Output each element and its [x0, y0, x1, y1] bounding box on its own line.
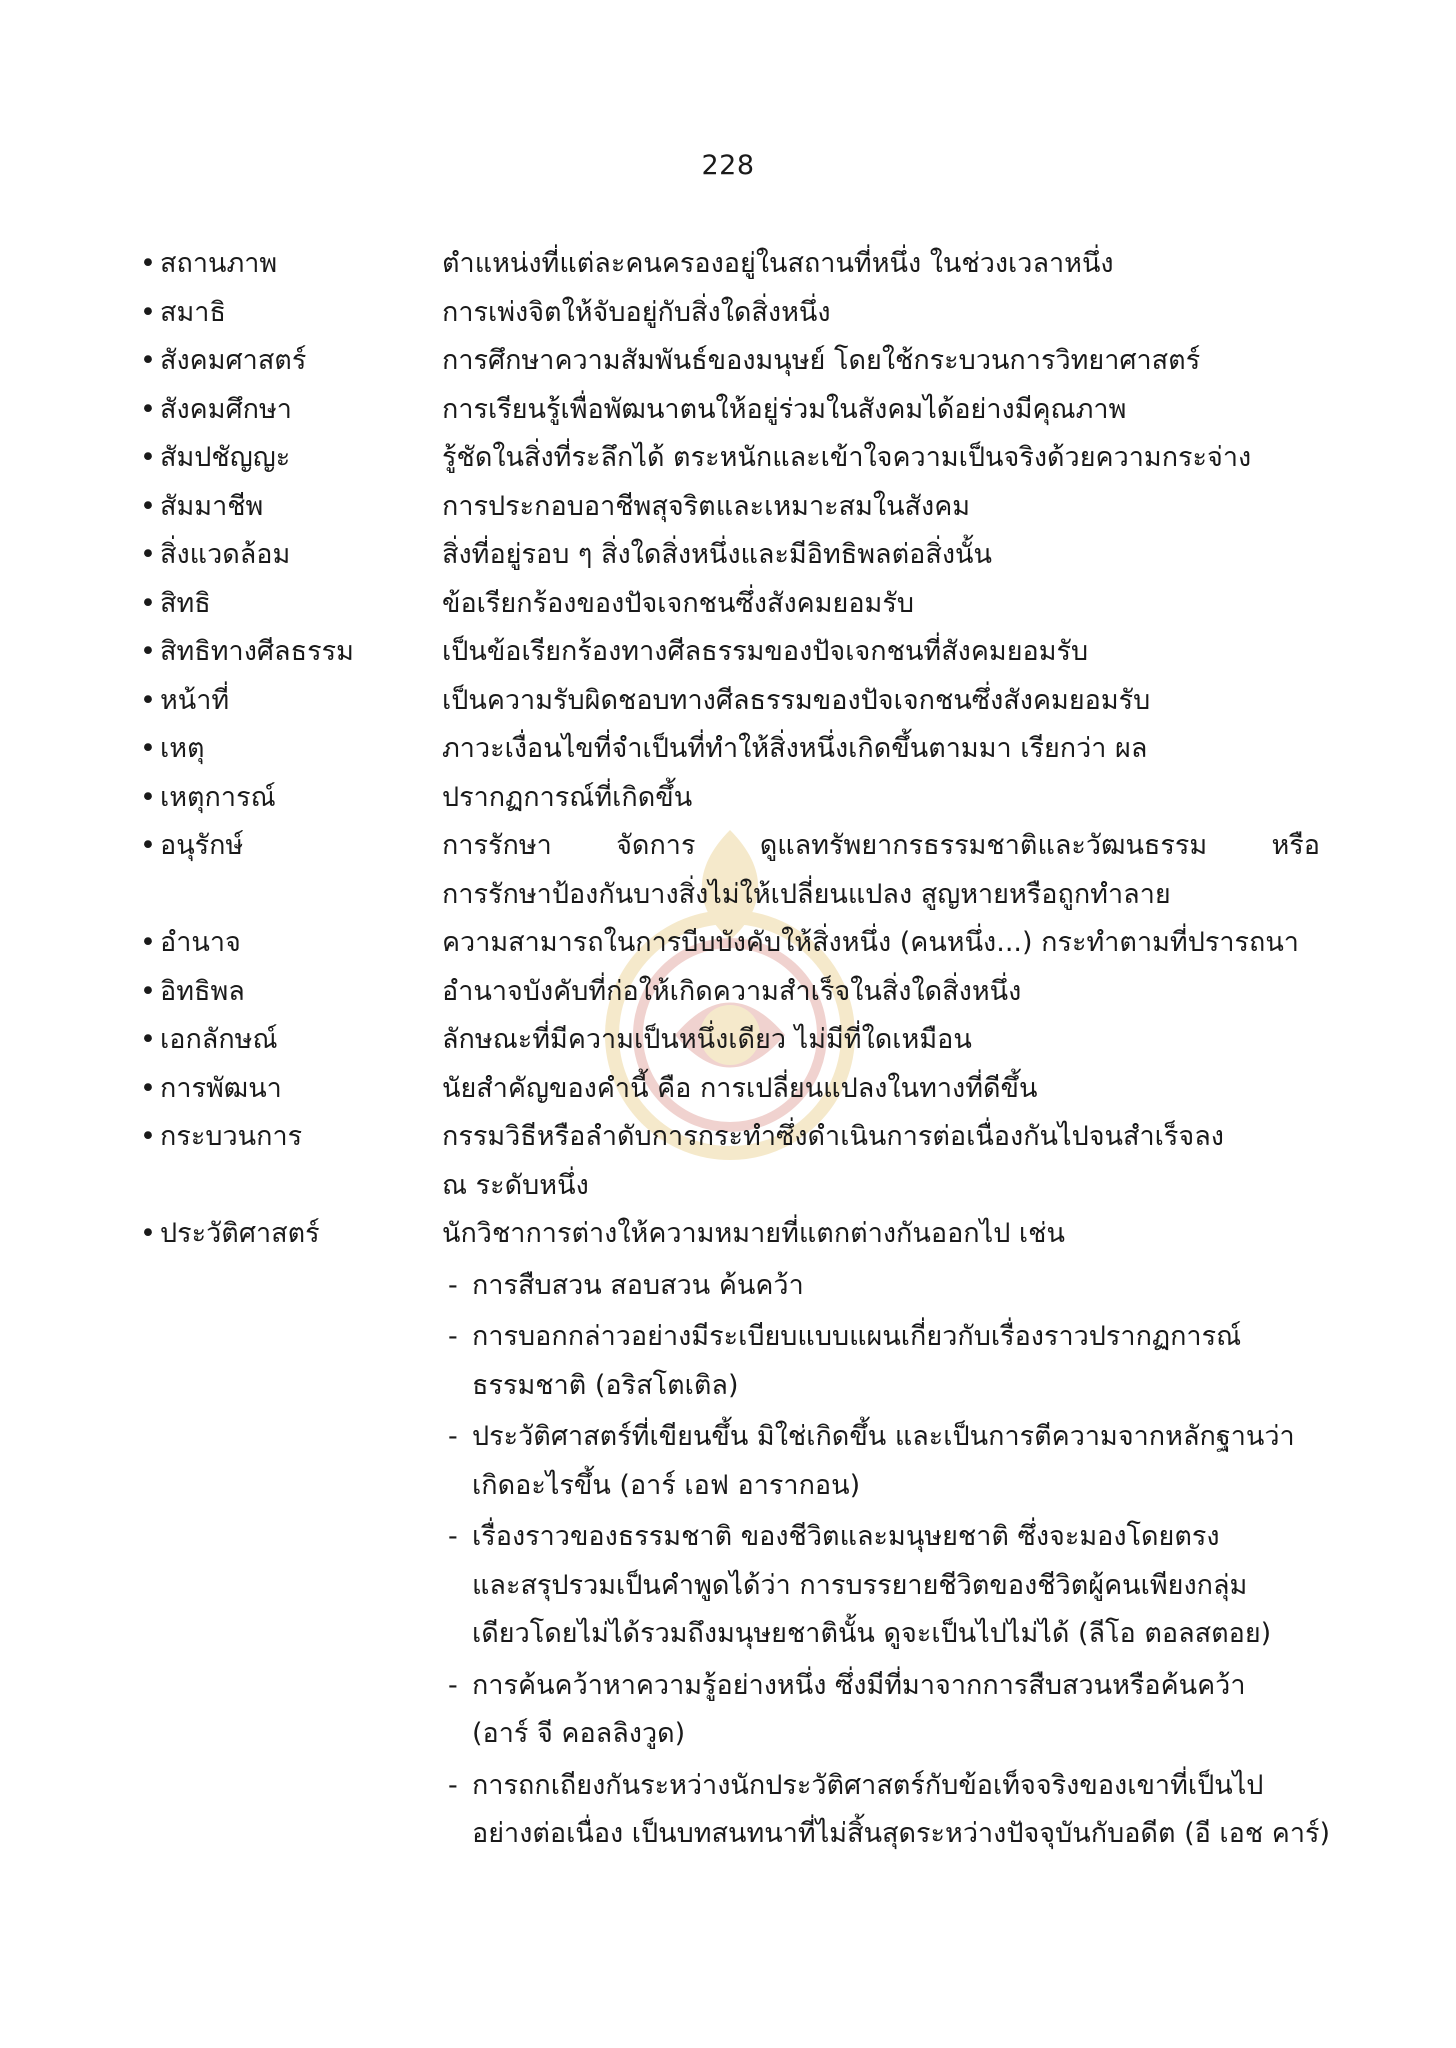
bullet-icon: •: [140, 636, 156, 667]
definition-line: การเพ่งจิตให้จับอยู่กับสิ่งใดสิ่งหนึ่ง: [442, 296, 831, 328]
glossary-term: [140, 386, 442, 435]
sub-definition-item: [442, 1513, 1330, 1659]
glossary-entry: [140, 1065, 1320, 1114]
definition-line: ความสามารถในการบีบบังคับให้สิ่งหนึ่ง (คนหนึ่ง...) กระทำตามที่ปรารถนา: [442, 927, 1299, 958]
glossary-entry: [140, 774, 1320, 823]
sub-definition-line: การบอกกล่าวอย่างมีระเบียบแบบแผนเกี่ยวกับเรื่องราวปรากฏการณ์: [472, 1321, 1242, 1352]
glossary-term: [140, 1065, 442, 1114]
sub-definition-line: เรื่องราวของธรรมชาติ ของชีวิตและมนุษยชาติ ซึ่งจะมองโดยตรง: [472, 1521, 1220, 1552]
sub-definition-item: [442, 1762, 1330, 1859]
sub-definition-text: [472, 1662, 1330, 1759]
glossary-entry: [140, 628, 1320, 677]
term-text: เหตุ: [160, 733, 205, 764]
glossary-term: [140, 628, 442, 677]
term-text: สังคมศึกษา: [160, 393, 292, 425]
sub-definition-line: การสืบสวน สอบสวน ค้นคว้า: [472, 1269, 804, 1301]
bullet-icon: •: [140, 442, 156, 473]
term-text: อิทธิพล: [160, 975, 245, 1007]
history-definitions-list: [442, 1262, 1330, 1859]
glossary-definition: [442, 434, 1320, 483]
definition-line: สิ่งที่อยู่รอบ ๆ สิ่งใดสิ่งหนึ่งและมีอิทธิพลต่อสิ่งนั้น: [442, 539, 992, 570]
glossary-term: [140, 531, 442, 580]
term-text: สิทธิ: [160, 587, 211, 619]
glossary-term: [140, 1016, 442, 1065]
definition-line: กรรมวิธีหรือลำดับการกระทำซึ่งดำเนินการต่อเนื่องกันไปจนสำเร็จลง: [442, 1121, 1224, 1152]
sub-definition-line: (อาร์ จี คอลลิงวูด): [472, 1718, 686, 1749]
glossary-definition: [442, 968, 1320, 1017]
definition-line: เป็นความรับผิดชอบทางศีลธรรมของปัจเจกชนซึ่งสังคมยอมรับ: [442, 684, 1151, 716]
bullet-icon: •: [140, 296, 156, 328]
definition-line: การรักษา จัดการ ดูแลทรัพยากรธรรมชาติและวัฒนธรรม หรือ: [442, 830, 1320, 861]
sub-definition-text: [472, 1262, 1330, 1311]
sub-definition-line: การค้นคว้าหาความรู้อย่างหนึ่ง ซึ่งมีที่มาจากการสืบสวนหรือค้นคว้า: [472, 1669, 1246, 1701]
glossary-entry: [140, 677, 1320, 726]
glossary-definition: [442, 386, 1320, 435]
sub-definition-item: [442, 1262, 1330, 1311]
glossary-entry: [140, 1113, 1320, 1210]
glossary-entry: [140, 1210, 1331, 1859]
glossary-definition: [442, 580, 1320, 629]
term-text: สัมปชัญญะ: [160, 442, 291, 473]
definition-line: ลักษณะที่มีความเป็นหนึ่งเดียว ไม่มีที่ใดเหมือน: [442, 1024, 972, 1055]
glossary-term: [140, 1113, 442, 1210]
dash-icon: -: [448, 1421, 458, 1452]
sub-definition-line: เกิดอะไรขึ้น (อาร์ เอฟ อารากอน): [472, 1469, 861, 1501]
definition-line: ปรากฏการณ์ที่เกิดขึ้น: [442, 781, 693, 813]
definition-line: อำนาจบังคับที่ก่อให้เกิดความสำเร็จในสิ่งใดสิ่งหนึ่ง: [442, 975, 1022, 1007]
sub-definition-line: ประวัติศาสตร์ที่เขียนขึ้น มิใช่เกิดขึ้น และเป็นการตีความจากหลักฐานว่า: [472, 1421, 1295, 1452]
glossary-entry: [140, 337, 1320, 386]
term-text: อนุรักษ์: [160, 830, 244, 861]
glossary-term: [140, 1210, 442, 1859]
sub-definition-text: [472, 1413, 1330, 1510]
glossary-definition: [442, 822, 1320, 919]
term-text: การพัฒนา: [160, 1072, 282, 1104]
glossary-definition: [442, 531, 1320, 580]
bullet-icon: •: [140, 393, 156, 425]
glossary-term: [140, 968, 442, 1017]
bullet-icon: •: [140, 733, 156, 764]
sub-definition-item: [442, 1313, 1330, 1410]
glossary-entry: [140, 919, 1320, 968]
definition-line: การเรียนรู้เพื่อพัฒนาตนให้อยู่ร่วมในสังคมได้อย่างมีคุณภาพ: [442, 393, 1127, 425]
glossary-entry: [140, 483, 1320, 532]
glossary-definition: [442, 628, 1320, 677]
dash-icon: -: [448, 1321, 458, 1352]
bullet-icon: •: [140, 248, 156, 279]
sub-definition-item: [442, 1662, 1330, 1759]
term-text: อำนาจ: [160, 927, 241, 958]
sub-definition-line: เดียวโดยไม่ได้รวมถึงมนุษยชาตินั้น ดูจะเป็นไปไม่ได้ (ลีโอ ตอลสตอย): [472, 1618, 1272, 1649]
bullet-icon: •: [140, 830, 156, 861]
bullet-icon: •: [140, 587, 156, 619]
sub-definition-text: [472, 1513, 1330, 1659]
term-text: สถานภาพ: [160, 248, 278, 279]
definition-line: นักวิชาการต่างให้ความหมายที่แตกต่างกันออกไป เช่น: [442, 1218, 1065, 1249]
glossary-definition: [442, 483, 1320, 532]
glossary-entry: [140, 822, 1320, 919]
dash-icon: -: [448, 1269, 458, 1301]
definition-line: ณ ระดับหนึ่ง: [442, 1169, 589, 1201]
glossary-list: [140, 240, 1331, 1859]
definition-line: ตำแหน่งที่แต่ละคนครองอยู่ในสถานที่หนึ่ง ในช่วงเวลาหนึ่ง: [442, 248, 1114, 279]
bullet-icon: •: [140, 975, 156, 1007]
sub-definition-line: การถกเถียงกันระหว่างนักประวัติศาสตร์กับข้อเท็จจริงของเขาที่เป็นไป: [472, 1769, 1264, 1801]
term-text: สิ่งแวดล้อม: [160, 539, 291, 570]
term-text: เหตุการณ์: [160, 781, 276, 813]
bullet-icon: •: [140, 684, 156, 716]
glossary-entry: [140, 289, 1320, 338]
glossary-entry: [140, 725, 1320, 774]
glossary-definition: [442, 677, 1320, 726]
term-text: กระบวนการ: [160, 1121, 303, 1152]
bullet-icon: •: [140, 1072, 156, 1104]
sub-definition-line: และสรุปรวมเป็นคำพูดได้ว่า การบรรยายชีวิตของชีวิตผู้คนเพียงกลุ่ม: [472, 1569, 1248, 1601]
bullet-icon: •: [140, 345, 156, 376]
term-text: สมาธิ: [160, 296, 226, 328]
glossary-definition: [442, 1016, 1320, 1065]
sub-definition-item: [442, 1413, 1330, 1510]
definition-line: รู้ชัดในสิ่งที่ระลึกได้ ตระหนักและเข้าใจความเป็นจริงด้วยความกระจ่าง: [442, 442, 1252, 473]
term-text: เอกลักษณ์: [160, 1024, 278, 1055]
definition-line: นัยสำคัญของคำนี้ คือ การเปลี่ยนแปลงในทางที่ดีขึ้น: [442, 1072, 1038, 1104]
glossary-entry: [140, 434, 1320, 483]
page-number: 228: [701, 150, 755, 181]
bullet-icon: •: [140, 1121, 156, 1152]
glossary-term: [140, 822, 442, 919]
bullet-icon: •: [140, 781, 156, 813]
glossary-entry: [140, 580, 1320, 629]
glossary-term: [140, 580, 442, 629]
glossary-term: [140, 774, 442, 823]
dash-icon: -: [448, 1769, 458, 1801]
glossary-definition: [442, 337, 1320, 386]
definition-line: การศึกษาความสัมพันธ์ของมนุษย์ โดยใช้กระบวนการวิทยาศาสตร์: [442, 345, 1201, 376]
glossary-definition: [442, 1210, 1330, 1859]
definition-line: การประกอบอาชีพสุจริตและเหมาะสมในสังคม: [442, 490, 971, 522]
term-text: สังคมศาสตร์: [160, 345, 307, 376]
definition-line: เป็นข้อเรียกร้องทางศีลธรรมของปัจเจกชนที่สังคมยอมรับ: [442, 636, 1089, 667]
glossary-definition: [442, 919, 1320, 968]
glossary-term: [140, 919, 442, 968]
glossary-term: [140, 240, 442, 289]
sub-definition-line: ธรรมชาติ (อริสโตเติล): [472, 1369, 739, 1401]
term-text: ประวัติศาสตร์: [160, 1218, 320, 1249]
bullet-icon: •: [140, 1218, 156, 1249]
sub-definition-text: [472, 1313, 1330, 1410]
glossary-entry: [140, 240, 1320, 289]
glossary-definition: [442, 1065, 1320, 1114]
glossary-entry: [140, 531, 1320, 580]
glossary-definition: [442, 1113, 1320, 1210]
glossary-term: [140, 725, 442, 774]
glossary-definition: [442, 289, 1320, 338]
definition-line: ภาวะเงื่อนไขที่จำเป็นที่ทำให้สิ่งหนึ่งเกิดขึ้นตามมา เรียกว่า ผล: [442, 733, 1148, 764]
glossary-definition: [442, 725, 1320, 774]
glossary-definition: [442, 774, 1320, 823]
definition-line: การรักษาป้องกันบางสิ่งไม่ให้เปลี่ยนแปลง สูญหายหรือถูกทำลาย: [442, 878, 1171, 910]
glossary-term: [140, 434, 442, 483]
sub-definition-text: [472, 1762, 1330, 1859]
glossary-entry: [140, 1016, 1320, 1065]
glossary-term: [140, 337, 442, 386]
glossary-term: [140, 289, 442, 338]
bullet-icon: •: [140, 539, 156, 570]
bullet-icon: •: [140, 490, 156, 522]
glossary-term: [140, 677, 442, 726]
term-text: สัมมาชีพ: [160, 490, 264, 522]
dash-icon: -: [448, 1521, 458, 1552]
glossary-entry: [140, 968, 1320, 1017]
term-text: สิทธิทางศีลธรรม: [160, 636, 354, 667]
glossary-definition: [442, 240, 1320, 289]
bullet-icon: •: [140, 1024, 156, 1055]
definition-line: ข้อเรียกร้องของปัจเจกชนซึ่งสังคมยอมรับ: [442, 587, 914, 619]
term-text: หน้าที่: [160, 684, 230, 716]
glossary-entry: [140, 386, 1320, 435]
bullet-icon: •: [140, 927, 156, 958]
dash-icon: -: [448, 1669, 458, 1701]
glossary-term: [140, 483, 442, 532]
sub-definition-line: อย่างต่อเนื่อง เป็นบทสนทนาที่ไม่สิ้นสุดระหว่างปัจจุบันกับอดีต (อี เอช คาร์): [472, 1818, 1331, 1849]
